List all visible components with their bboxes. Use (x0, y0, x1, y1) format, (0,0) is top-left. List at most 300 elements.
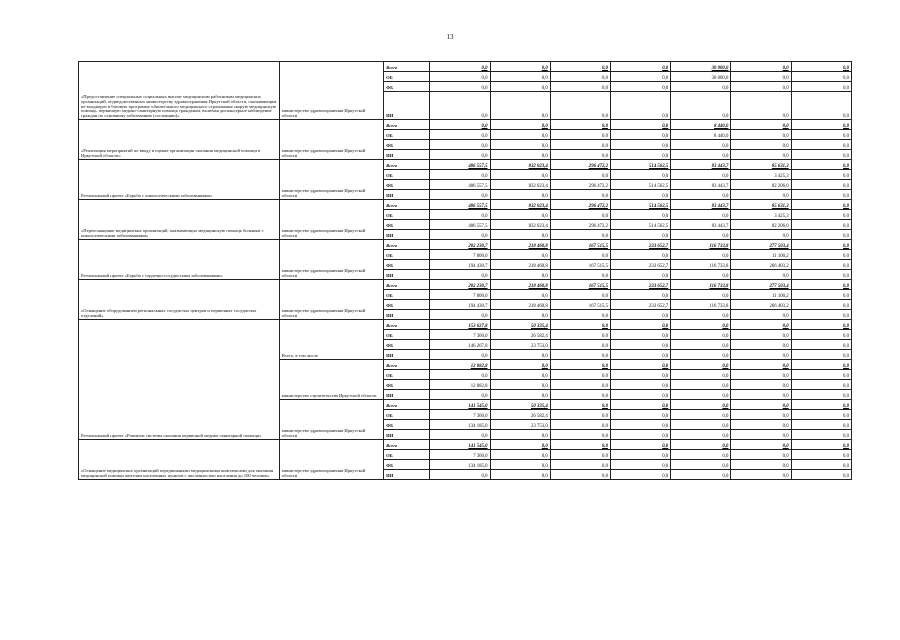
amount-cell: 0,0 (791, 82, 851, 92)
funding-source: Всего (384, 280, 430, 290)
amount-cell: 0,0 (791, 130, 851, 140)
amount-cell: 0,0 (550, 130, 610, 140)
amount-cell: 0,0 (610, 390, 670, 400)
amount-cell: 26 582,4 (490, 330, 550, 340)
amount-cell: 83 443,7 (671, 160, 731, 170)
amount-cell: 0,0 (731, 130, 791, 140)
amount-cell: 0,0 (610, 430, 670, 440)
funding-source: Всего (384, 320, 430, 330)
amount-cell: 486 557,5 (430, 160, 490, 170)
amount-cell: 0,0 (731, 370, 791, 380)
amount-cell: 0,0 (430, 72, 490, 82)
amount-cell: 0,0 (610, 470, 670, 480)
amount-cell: 167 515,5 (550, 260, 610, 270)
amount-cell: 116 733,8 (671, 240, 731, 250)
amount-cell: 7 360,0 (430, 410, 490, 420)
amount-cell: 0,0 (791, 390, 851, 400)
amount-cell: 296 472,2 (550, 220, 610, 230)
amount-cell: 0,0 (430, 120, 490, 130)
measure-name: Региональный проект «Борьба с сердечно-сосудистыми заболеваниями» (79, 240, 280, 280)
amount-cell: 0,0 (490, 120, 550, 130)
amount-cell: 167 515,5 (550, 300, 610, 310)
funding-source: ИИ (384, 430, 430, 440)
amount-cell: 0,0 (610, 190, 670, 200)
amount-cell: 11 100,2 (731, 290, 791, 300)
amount-cell: 141 545,0 (430, 400, 490, 410)
amount-cell: 0,0 (731, 430, 791, 440)
amount-cell: 153 627,8 (430, 320, 490, 330)
amount-cell: 0,0 (490, 72, 550, 82)
funding-source: ИИ (384, 230, 430, 240)
amount-cell: 0,0 (610, 380, 670, 390)
amount-cell: 0,0 (550, 370, 610, 380)
executor-name: министерство здравоохранения Иркутской области (279, 440, 383, 480)
funding-source: ФБ (384, 460, 430, 470)
funding-source: ИИ (384, 310, 430, 320)
amount-cell: 0,0 (671, 470, 731, 480)
funding-source: ОБ (384, 290, 430, 300)
amount-cell: 0,0 (550, 460, 610, 470)
amount-cell: 233 652,7 (610, 240, 670, 250)
executor-name: министерство здравоохранения Иркутской области (279, 200, 383, 240)
amount-cell: 0,0 (791, 430, 851, 440)
amount-cell: 0,0 (791, 120, 851, 130)
funding-source: ОБ (384, 410, 430, 420)
budget-table (78, 61, 852, 480)
amount-cell: 202 230,7 (430, 280, 490, 290)
amount-cell: 0,0 (430, 350, 490, 360)
amount-cell: 0,0 (731, 150, 791, 160)
amount-cell: 0,0 (610, 310, 670, 320)
amount-cell: 0,0 (490, 190, 550, 200)
amount-cell: 266 403,2 (731, 260, 791, 270)
amount-cell: 0,0 (731, 230, 791, 240)
amount-cell: 0,0 (610, 72, 670, 82)
funding-source: ОБ (384, 210, 430, 220)
amount-cell: 0,0 (671, 340, 731, 350)
amount-cell: 85 631,3 (731, 160, 791, 170)
amount-cell: 0,0 (731, 340, 791, 350)
amount-cell: 0,0 (550, 470, 610, 480)
amount-cell: 0,0 (791, 62, 851, 72)
funding-source: ИИ (384, 150, 430, 160)
amount-cell: 0,0 (550, 72, 610, 82)
amount-cell: 0,0 (610, 62, 670, 72)
amount-cell: 0,0 (490, 290, 550, 300)
amount-cell: 0,0 (731, 440, 791, 450)
executor-name: Всего, в том числе (279, 320, 383, 360)
amount-cell: 0,0 (671, 380, 731, 390)
amount-cell: 194 430,7 (430, 260, 490, 270)
amount-cell: 0,0 (550, 290, 610, 300)
amount-cell: 0,0 (671, 460, 731, 470)
executor-name: министерство здравоохранения Иркутской области (279, 160, 383, 200)
amount-cell: 0,0 (610, 420, 670, 430)
amount-cell: 296 472,2 (550, 160, 610, 170)
funding-source: ФБ (384, 220, 430, 230)
amount-cell: 0,0 (610, 410, 670, 420)
amount-cell: 50 335,4 (490, 400, 550, 410)
amount-cell: 0,0 (791, 310, 851, 320)
funding-source: Всего (384, 120, 430, 130)
amount-cell: 7 360,0 (430, 450, 490, 460)
amount-cell: 134 185,0 (430, 460, 490, 470)
amount-cell: 12 082,8 (430, 380, 490, 390)
page-number: 13 (446, 33, 454, 41)
funding-source: ОБ (384, 72, 430, 82)
amount-cell: 0,0 (550, 140, 610, 150)
measure-name: «Оснащение медицинских организаций передвижными медицинскими комплексами для оказания медицинской помощи жителям населенных пунктов с численностью населения до 100 человек» (79, 440, 280, 480)
amount-cell: 0,0 (731, 400, 791, 410)
amount-cell: 0,0 (490, 150, 550, 160)
table-row-total (79, 62, 852, 72)
amount-cell: 0,0 (731, 410, 791, 420)
amount-cell: 0,0 (731, 390, 791, 400)
table-row-total (79, 320, 852, 330)
amount-cell: 832 023,4 (490, 180, 550, 190)
amount-cell: 0,0 (550, 92, 610, 120)
amount-cell: 0,0 (671, 320, 731, 330)
amount-cell: 0,0 (550, 170, 610, 180)
amount-cell: 7 800,0 (430, 290, 490, 300)
amount-cell: 0,0 (671, 440, 731, 450)
amount-cell: 0,0 (731, 120, 791, 130)
funding-source: ОБ (384, 170, 430, 180)
amount-cell: 23 753,0 (490, 340, 550, 350)
amount-cell: 0,0 (671, 140, 731, 150)
amount-cell: 0,0 (731, 380, 791, 390)
amount-cell: 85 631,3 (731, 200, 791, 210)
amount-cell: 0,0 (610, 340, 670, 350)
amount-cell: 0,0 (490, 230, 550, 240)
amount-cell: 0,0 (490, 390, 550, 400)
amount-cell: 0,0 (791, 400, 851, 410)
amount-cell: 0,0 (791, 240, 851, 250)
amount-cell: 0,0 (550, 450, 610, 460)
amount-cell: 0,0 (671, 350, 731, 360)
amount-cell: 0,0 (791, 230, 851, 240)
amount-cell: 202 230,7 (430, 240, 490, 250)
amount-cell: 0,0 (490, 62, 550, 72)
funding-source: ФБ (384, 82, 430, 92)
amount-cell: 0,0 (430, 270, 490, 280)
amount-cell: 0,0 (791, 360, 851, 370)
amount-cell: 0,0 (430, 130, 490, 140)
amount-cell: 0,0 (671, 170, 731, 180)
amount-cell: 0,0 (791, 270, 851, 280)
amount-cell: 0,0 (671, 400, 731, 410)
amount-cell: 0,0 (671, 250, 731, 260)
funding-source: ОБ (384, 450, 430, 460)
amount-cell: 0,0 (731, 82, 791, 92)
amount-cell: 0,0 (791, 460, 851, 470)
amount-cell: 146 267,8 (430, 340, 490, 350)
amount-cell: 134 185,0 (430, 420, 490, 430)
amount-cell: 0,0 (731, 72, 791, 82)
amount-cell: 0,0 (430, 470, 490, 480)
amount-cell: 0,0 (550, 320, 610, 330)
amount-cell: 0,0 (671, 290, 731, 300)
amount-cell: 0,0 (430, 190, 490, 200)
funding-source: ОБ (384, 370, 430, 380)
amount-cell: 218 460,8 (490, 240, 550, 250)
amount-cell: 30 000,0 (671, 72, 731, 82)
amount-cell: 0,0 (550, 400, 610, 410)
amount-cell: 0,0 (550, 340, 610, 350)
amount-cell: 0,0 (791, 190, 851, 200)
amount-cell: 218 460,8 (490, 280, 550, 290)
amount-cell: 0,0 (430, 430, 490, 440)
amount-cell: 0,0 (791, 280, 851, 290)
amount-cell: 0,0 (791, 410, 851, 420)
amount-cell: 116 733,8 (671, 260, 731, 270)
amount-cell: 0,0 (430, 150, 490, 160)
amount-cell: 0,0 (490, 370, 550, 380)
amount-cell: 0,0 (731, 350, 791, 360)
amount-cell: 0,0 (550, 430, 610, 440)
amount-cell: 0,0 (791, 370, 851, 380)
amount-cell: 0,0 (550, 62, 610, 72)
amount-cell: 0,0 (610, 320, 670, 330)
amount-cell: 0,0 (731, 330, 791, 340)
amount-cell: 0,0 (490, 360, 550, 370)
funding-source: Всего (384, 400, 430, 410)
amount-cell: 0,0 (610, 120, 670, 130)
executor-name: министерство строительства Иркутской области (279, 360, 383, 400)
amount-cell: 0,0 (550, 310, 610, 320)
amount-cell: 0,0 (791, 440, 851, 450)
amount-cell: 0,0 (731, 460, 791, 470)
amount-cell: 832 023,4 (490, 220, 550, 230)
amount-cell: 514 562,5 (610, 180, 670, 190)
amount-cell: 0,0 (550, 190, 610, 200)
amount-cell: 0,0 (430, 92, 490, 120)
measure-name: «Реализация мероприятий по вводу в оценке организации оказания медицинской помощи в Иркутской области» (79, 120, 280, 160)
amount-cell: 0,0 (671, 390, 731, 400)
executor-name: министерство здравоохранения Иркутской области (279, 62, 383, 120)
amount-cell: 26 582,4 (490, 410, 550, 420)
amount-cell: 0,0 (610, 82, 670, 92)
amount-cell: 0,0 (430, 170, 490, 180)
funding-source: ИИ (384, 350, 430, 360)
amount-cell: 233 652,7 (610, 260, 670, 270)
amount-cell: 0,0 (791, 200, 851, 210)
amount-cell: 0,0 (791, 160, 851, 170)
amount-cell: 11 100,2 (731, 250, 791, 260)
amount-cell: 82 206,0 (731, 220, 791, 230)
amount-cell: 0,0 (550, 230, 610, 240)
amount-cell: 3 425,3 (731, 170, 791, 180)
amount-cell: 0,0 (791, 210, 851, 220)
amount-cell: 0,0 (490, 470, 550, 480)
amount-cell: 0,0 (610, 360, 670, 370)
amount-cell: 0,0 (550, 330, 610, 340)
amount-cell: 0,0 (610, 370, 670, 380)
amount-cell: 0,0 (430, 82, 490, 92)
amount-cell: 0,0 (550, 420, 610, 430)
amount-cell: 0,0 (731, 310, 791, 320)
amount-cell: 0,0 (671, 310, 731, 320)
amount-cell: 0,0 (490, 210, 550, 220)
amount-cell: 116 733,8 (671, 280, 731, 290)
amount-cell: 0,0 (791, 330, 851, 340)
amount-cell: 0,0 (671, 420, 731, 430)
amount-cell: 0,0 (671, 150, 731, 160)
table-row-total (79, 280, 852, 290)
amount-cell: 0,0 (610, 250, 670, 260)
amount-cell: 514 562,5 (610, 200, 670, 210)
amount-cell: 0,0 (490, 310, 550, 320)
amount-cell: 0,0 (731, 420, 791, 430)
amount-cell: 0,0 (791, 72, 851, 82)
table-row-total (79, 200, 852, 210)
amount-cell: 8 440,0 (671, 120, 731, 130)
amount-cell: 83 443,7 (671, 220, 731, 230)
funding-source: ОБ (384, 250, 430, 260)
amount-cell: 0,0 (610, 290, 670, 300)
amount-cell: 83 443,7 (671, 180, 731, 190)
amount-cell: 0,0 (731, 140, 791, 150)
amount-cell: 0,0 (610, 210, 670, 220)
amount-cell: 7 800,0 (430, 250, 490, 260)
amount-cell: 0,0 (610, 140, 670, 150)
funding-source: ОБ (384, 330, 430, 340)
amount-cell: 0,0 (671, 410, 731, 420)
funding-source: Всего (384, 160, 430, 170)
amount-cell: 0,0 (430, 310, 490, 320)
amount-cell: 0,0 (791, 140, 851, 150)
amount-cell: 0,0 (610, 350, 670, 360)
amount-cell: 0,0 (430, 210, 490, 220)
measure-name: Региональный проект «Развитие системы оказания первичной медико-санитарной помощи» (79, 320, 280, 440)
amount-cell: 83 443,7 (671, 200, 731, 210)
amount-cell: 0,0 (430, 370, 490, 380)
amount-cell: 277 503,4 (731, 280, 791, 290)
amount-cell: 0,0 (791, 450, 851, 460)
table-row-total (79, 440, 852, 450)
funding-source: ИИ (384, 190, 430, 200)
funding-source: ОБ (384, 130, 430, 140)
amount-cell: 0,0 (610, 270, 670, 280)
amount-cell: 0,0 (731, 270, 791, 280)
amount-cell: 0,0 (791, 150, 851, 160)
amount-cell: 0,0 (731, 360, 791, 370)
amount-cell: 141 545,0 (430, 440, 490, 450)
amount-cell: 486 557,5 (430, 220, 490, 230)
amount-cell: 0,0 (430, 62, 490, 72)
amount-cell: 0,0 (490, 140, 550, 150)
executor-name: министерство здравоохранения Иркутской области (279, 240, 383, 280)
amount-cell: 0,0 (550, 150, 610, 160)
amount-cell: 0,0 (671, 330, 731, 340)
amount-cell: 167 515,5 (550, 240, 610, 250)
amount-cell: 0,0 (550, 82, 610, 92)
amount-cell: 0,0 (490, 270, 550, 280)
amount-cell: 0,0 (731, 320, 791, 330)
funding-source: ФБ (384, 300, 430, 310)
amount-cell: 0,0 (791, 180, 851, 190)
amount-cell: 23 753,0 (490, 420, 550, 430)
amount-cell: 0,0 (550, 390, 610, 400)
amount-cell: 0,0 (791, 420, 851, 430)
amount-cell: 0,0 (490, 380, 550, 390)
amount-cell: 0,0 (490, 350, 550, 360)
amount-cell: 0,0 (791, 300, 851, 310)
amount-cell: 0,0 (610, 130, 670, 140)
amount-cell: 0,0 (731, 92, 791, 120)
amount-cell: 0,0 (671, 370, 731, 380)
funding-source: ФБ (384, 140, 430, 150)
amount-cell: 0,0 (490, 460, 550, 470)
measure-name: «Переоснащение медицинских организаций, оказывающих медицинскую помощь больным с онкологическими заболеваниями» (79, 200, 280, 240)
amount-cell: 0,0 (791, 250, 851, 260)
amount-cell: 0,0 (791, 170, 851, 180)
amount-cell: 0,0 (550, 210, 610, 220)
amount-cell: 194 430,7 (430, 300, 490, 310)
amount-cell: 0,0 (550, 120, 610, 130)
amount-cell: 0,0 (610, 150, 670, 160)
table-row-total (79, 120, 852, 130)
amount-cell: 12 082,8 (430, 360, 490, 370)
amount-cell: 0,0 (791, 380, 851, 390)
amount-cell: 0,0 (671, 92, 731, 120)
amount-cell: 0,0 (550, 440, 610, 450)
amount-cell: 218 460,8 (490, 300, 550, 310)
amount-cell: 514 562,5 (610, 160, 670, 170)
amount-cell: 0,0 (490, 82, 550, 92)
amount-cell: 8 440,0 (671, 130, 731, 140)
amount-cell: 0,0 (550, 250, 610, 260)
amount-cell: 233 652,7 (610, 300, 670, 310)
amount-cell: 0,0 (430, 390, 490, 400)
amount-cell: 0,0 (671, 270, 731, 280)
amount-cell: 0,0 (490, 450, 550, 460)
funding-source: ИИ (384, 270, 430, 280)
amount-cell: 0,0 (610, 450, 670, 460)
amount-cell: 266 403,2 (731, 300, 791, 310)
amount-cell: 82 206,0 (731, 180, 791, 190)
amount-cell: 832 023,4 (490, 200, 550, 210)
amount-cell: 0,0 (490, 92, 550, 120)
amount-cell: 0,0 (671, 360, 731, 370)
amount-cell: 514 562,5 (610, 220, 670, 230)
amount-cell: 0,0 (610, 92, 670, 120)
executor-name: министерство здравоохранения Иркутской области (279, 400, 383, 440)
amount-cell: 0,0 (490, 130, 550, 140)
amount-cell: 0,0 (671, 82, 731, 92)
amount-cell: 0,0 (490, 250, 550, 260)
amount-cell: 0,0 (671, 190, 731, 200)
funding-source: Всего (384, 440, 430, 450)
amount-cell: 0,0 (731, 470, 791, 480)
amount-cell: 486 557,5 (430, 180, 490, 190)
amount-cell: 3 425,3 (731, 210, 791, 220)
table-row-total (79, 240, 852, 250)
amount-cell: 296 472,2 (550, 180, 610, 190)
amount-cell: 0,0 (791, 92, 851, 120)
budget-table-body (79, 62, 852, 480)
amount-cell: 0,0 (490, 170, 550, 180)
amount-cell: 0,0 (791, 340, 851, 350)
funding-source: ИИ (384, 390, 430, 400)
funding-source: Всего (384, 240, 430, 250)
amount-cell: 0,0 (791, 290, 851, 300)
amount-cell: 0,0 (610, 400, 670, 410)
amount-cell: 0,0 (671, 450, 731, 460)
amount-cell: 0,0 (731, 62, 791, 72)
amount-cell: 233 652,7 (610, 280, 670, 290)
amount-cell: 0,0 (550, 380, 610, 390)
